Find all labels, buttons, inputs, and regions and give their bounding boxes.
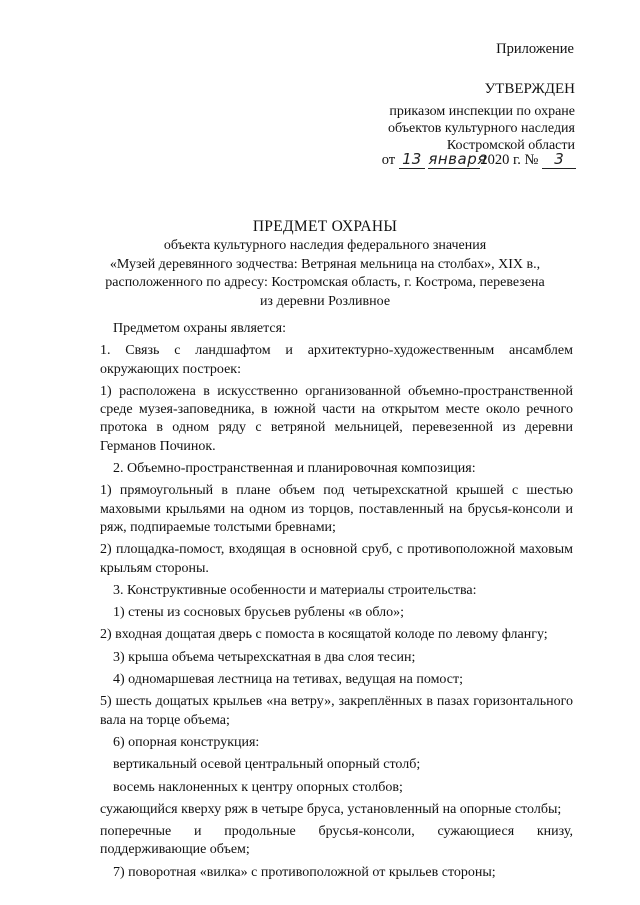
paragraph: поперечные и продольные брусья-консоли, сужающиеся книзу, поддерживающие объем; [100,824,573,858]
handwritten-number: 3 [542,150,576,169]
paragraph: 1) прямоугольный в плане объем под четырехскатной крышей с шестью маховыми крыльями на одном из торцов, поставленный на брусья-консоли и ряж, подпираемые толстыми бревнами; [100,483,573,535]
approved-title: УТВЕРЖДЕН [484,81,575,97]
paragraph: 3) крыша объема четырехскатная в два слоя тесин; [113,649,416,665]
heading-line: «Музей деревянного зодчества: Ветряная мельница на столбах», XIX в., [109,256,541,272]
paragraph: 7) поворотная «вилка» с противоположной от крыльев стороны; [113,864,496,880]
heading-line: из деревни Розливное [259,293,391,309]
handwritten-month: января [428,150,487,168]
date-prefix: от [381,152,396,168]
paragraph: 2) входная дощатая дверь с помоста в косящатой колоде по левому флангу; [100,627,548,643]
intro-paragraph: Предметом охраны является: [113,321,286,336]
approval-line: Костромской области [446,138,575,153]
heading-line: расположенного по адресу: Костромская область, г. Кострома, перевезена [105,275,545,290]
paragraph: 1) стены из сосновых брусьев рублены «в обло»; [113,605,405,621]
paragraph: восемь наклоненных к центру опорных столбов; [113,779,403,795]
document-heading [70,217,580,311]
paragraph: 4) одномаршевая лестница на тетивах, ведущая на помост; [113,672,463,688]
paragraph: 1) расположена в искусственно организованной объемно-пространственной среде музея-заповедника, в южной части на открытом месте около речного протока в одном ряду с ветряной мельницей, перевезенной из деревни Германов Починок. [100,383,573,454]
date-year: 2020 г. № [480,152,539,168]
approval-line: приказом инспекции по охране [389,104,575,119]
paragraph: 2) площадка-помост, входящая в основной сруб, с противоположной маховым крыльям стороны. [100,542,573,576]
paragraph: 1. Связь с ландшафтом и архитектурно-художественным ансамблем окружающих построек: [100,343,573,377]
paragraph: 2. Объемно-пространственная и планировочная композиция: [113,461,476,477]
paragraph: 3. Конструктивные особенности и материалы строительства: [113,582,477,598]
heading-line: объекта культурного наследия федерального значения [163,238,487,253]
appendix-label: Приложение [496,41,574,57]
paragraph: сужающийся кверху ряж в четыре бруса, установленный на опорные столбы; [100,801,562,817]
order-date-line [382,150,576,169]
approval-line: объектов культурного наследия [387,121,575,136]
paragraph: 5) шесть дощатых крыльев «на ветру», закреплённых в пазах горизонтального вала на торце объема; [100,694,573,728]
handwritten-day: 13 [399,150,425,169]
document-body [100,320,573,886]
paragraph: 6) опорная конструкция: [113,734,260,750]
paragraph: вертикальный осевой центральный опорный столб; [113,757,421,773]
heading-title: ПРЕДМЕТ ОХРАНЫ [252,218,398,235]
approval-block [360,81,575,154]
